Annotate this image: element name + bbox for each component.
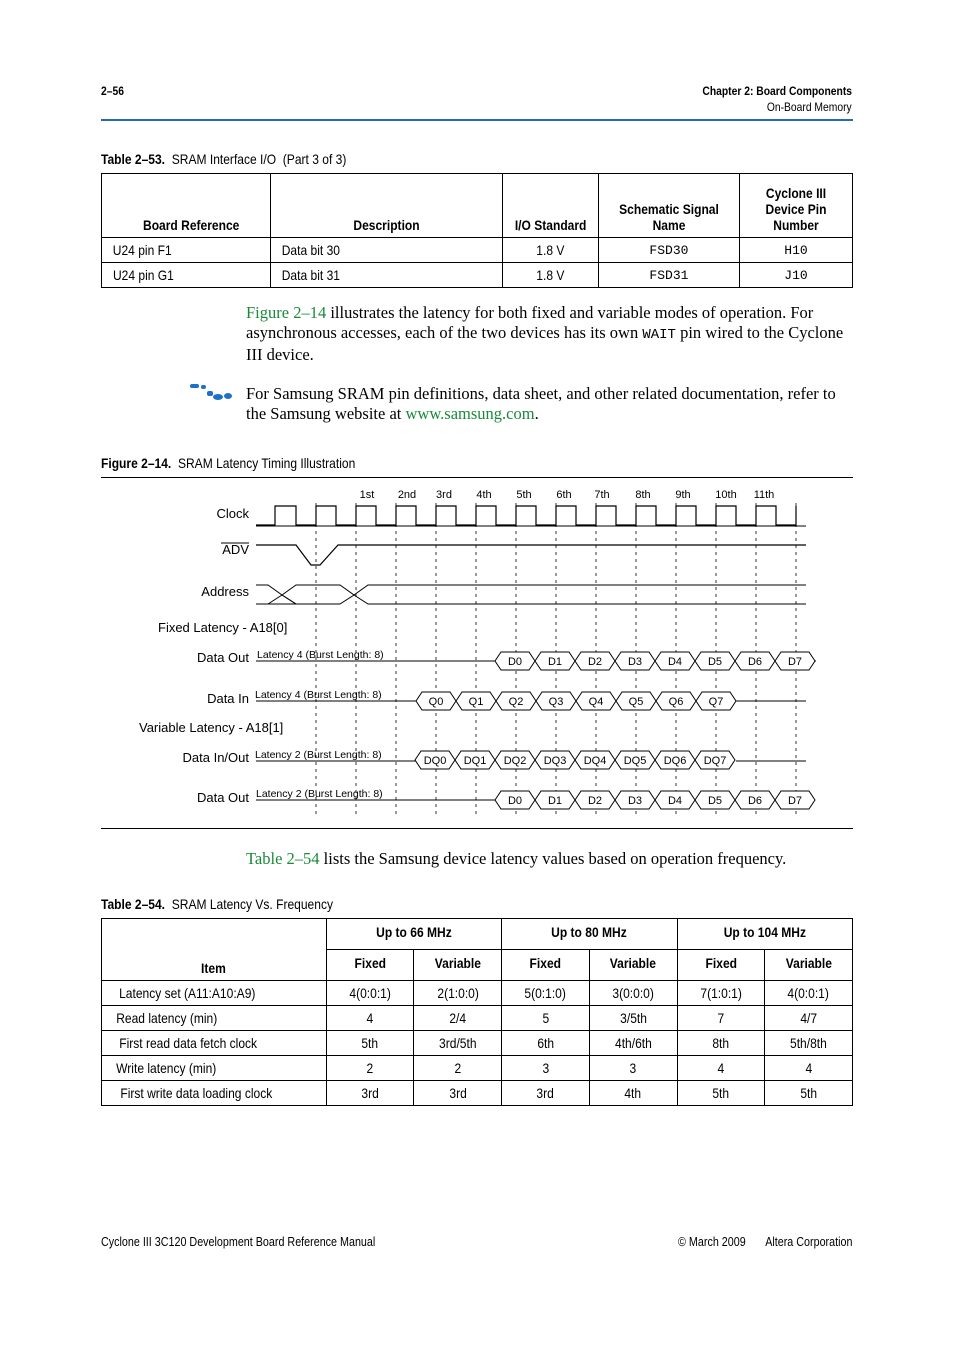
bus-label: D7 xyxy=(787,795,803,807)
table-ref-paragraph xyxy=(246,849,852,869)
table-cell: 2 xyxy=(326,1056,414,1081)
bus-label: D2 xyxy=(587,656,603,668)
bus-label: D1 xyxy=(547,656,563,668)
table54-caption-label: Table 2–54. xyxy=(101,896,166,912)
table-cell: 2(1:0:0) xyxy=(414,981,502,1006)
clock-number: 9th xyxy=(675,489,691,501)
fixed-data-in-bus xyxy=(416,692,736,710)
table-cell: Write latency (min) xyxy=(102,1056,327,1081)
header-rule xyxy=(101,119,853,121)
table54-group-row xyxy=(102,919,853,950)
table53-header-row xyxy=(102,174,853,238)
bus-label: Q7 xyxy=(708,696,724,708)
table-cell: 4th xyxy=(589,1081,677,1106)
table-cell: FSD30 xyxy=(598,238,739,263)
table-row xyxy=(102,263,853,288)
table-row xyxy=(102,1081,853,1106)
latency-paragraph xyxy=(246,303,856,365)
adv-waveform xyxy=(256,545,806,565)
data-out-label: Data Out xyxy=(196,650,249,665)
bus-label: DQ2 xyxy=(503,755,527,767)
bus-label: D2 xyxy=(587,795,603,807)
table-cell: 1.8 V xyxy=(502,238,598,263)
bus-label: D4 xyxy=(667,795,683,807)
variable-data-out-bus xyxy=(495,791,815,809)
table-cell: 4 xyxy=(765,1056,853,1081)
table54-caption-title: SRAM Latency Vs. Frequency xyxy=(171,896,333,912)
table-cell: 5th xyxy=(765,1081,853,1106)
table53-caption-part: (Part 3 of 3) xyxy=(282,151,347,167)
table-row xyxy=(102,981,853,1006)
bus-label: Q5 xyxy=(628,696,644,708)
table-cell: 3/5th xyxy=(589,1006,677,1031)
bus-label: D6 xyxy=(747,795,763,807)
bus-label: DQ1 xyxy=(463,755,487,767)
table-cell: 4 xyxy=(326,1006,414,1031)
table-cell: 3(0:0:0) xyxy=(589,981,677,1006)
bus-label: D1 xyxy=(547,795,563,807)
table-cell: 5 xyxy=(502,1006,590,1031)
clock-number-labels xyxy=(360,489,775,501)
bus-label: D0 xyxy=(507,656,523,668)
bus-label: DQ0 xyxy=(423,755,447,767)
bus-label: DQ4 xyxy=(583,755,607,767)
clock-number: 3rd xyxy=(436,489,452,501)
table54-item-header: Item xyxy=(102,919,327,981)
adv-label: ADV xyxy=(222,542,249,557)
table-cell: 2 xyxy=(414,1056,502,1081)
figure-bottom-rule xyxy=(101,828,853,829)
table54-group-header: Up to 104 MHz xyxy=(677,919,852,950)
table-cell: FSD31 xyxy=(598,263,739,288)
table-cell: 3rd/5th xyxy=(414,1031,502,1056)
address-waveform xyxy=(282,585,806,604)
table-cell: 5th xyxy=(677,1081,765,1106)
table54-subheader: Fixed xyxy=(677,950,765,981)
table-cell: J10 xyxy=(739,263,852,288)
clock-number: 11th xyxy=(753,489,775,501)
table-cell: 3 xyxy=(502,1056,590,1081)
table-cell: 4(0:0:1) xyxy=(326,981,414,1006)
footer-company: Altera Corporation xyxy=(764,1235,852,1249)
clock-number: 10th xyxy=(715,489,737,501)
table-row xyxy=(102,238,853,263)
table-row xyxy=(102,1031,853,1056)
table-cell: 4(0:0:1) xyxy=(765,981,853,1006)
table54 xyxy=(101,918,853,1106)
table53-caption-label: Table 2–53. xyxy=(101,151,166,167)
clock-number: 5th xyxy=(516,489,532,501)
bus-label: DQ5 xyxy=(623,755,647,767)
clock-waveform xyxy=(256,506,796,525)
table54-body xyxy=(102,981,853,1106)
figure-caption xyxy=(101,455,355,471)
bus-label: Q3 xyxy=(548,696,564,708)
table54-group-header: Up to 66 MHz xyxy=(326,919,501,950)
bus-label: D3 xyxy=(627,656,643,668)
bus-label: D5 xyxy=(707,795,723,807)
variable-data-inout-bus xyxy=(415,751,735,769)
data-inout-label: Data In/Out xyxy=(182,750,249,765)
table53-caption-title: SRAM Interface I/O xyxy=(171,151,277,167)
table53 xyxy=(101,173,853,288)
clock-number: 2nd xyxy=(397,489,417,501)
table53-header: Board Reference xyxy=(102,174,271,238)
table-cell: 3rd xyxy=(414,1081,502,1106)
table54-group-header: Up to 80 MHz xyxy=(502,919,677,950)
table-cell: Latency set (A11:A10:A9) xyxy=(102,981,327,1006)
table53-header: I/O Standard xyxy=(502,174,598,238)
note-text: For Samsung SRAM pin definitions, data sheet, and other related documentation, refer to the Samsung website at xyxy=(246,384,836,423)
table-cell: 3 xyxy=(589,1056,677,1081)
bus-label: Q2 xyxy=(508,696,524,708)
table-cell: Read latency (min) xyxy=(102,1006,327,1031)
bus-label: D4 xyxy=(667,656,683,668)
data-in-label: Data In xyxy=(207,691,249,706)
table-cell: Data bit 30 xyxy=(270,238,502,263)
footer-manual-title: Cyclone III 3C120 Development Board Reference Manual xyxy=(101,1235,376,1249)
table-cell: 6th xyxy=(502,1031,590,1056)
figure-caption-title: SRAM Latency Timing Illustration xyxy=(177,455,356,471)
latency-note: Latency 4 (Burst Length: 8) xyxy=(255,689,382,701)
table54-subheader: Variable xyxy=(589,950,677,981)
table-row xyxy=(102,1056,853,1081)
bus-label: D3 xyxy=(627,795,643,807)
table54-subheader: Fixed xyxy=(326,950,414,981)
clock-number: 4th xyxy=(476,489,492,501)
table54-subheader: Variable xyxy=(765,950,853,981)
bus-label: DQ7 xyxy=(703,755,727,767)
paragraph-text: pin wired to the Cyclone III device. xyxy=(246,323,844,364)
table-cell: 7 xyxy=(677,1006,765,1031)
table-cell: H10 xyxy=(739,238,852,263)
bus-label: D6 xyxy=(747,656,763,668)
figure-link[interactable]: Figure 2–14 xyxy=(246,303,327,322)
note-end: . xyxy=(534,404,539,423)
bus-label: Q1 xyxy=(468,696,484,708)
clock-number: 6th xyxy=(556,489,572,501)
fixed-data-out-bus xyxy=(495,652,815,670)
variable-latency-label: Variable Latency - A18[1] xyxy=(139,720,284,735)
bus-label: D5 xyxy=(707,656,723,668)
table53-header: Cyclone III Device Pin Number xyxy=(739,174,852,238)
section-title: On-Board Memory xyxy=(767,100,852,114)
table-cell: 3rd xyxy=(502,1081,590,1106)
latency-note: Latency 2 (Burst Length: 8) xyxy=(255,749,382,761)
paragraph-text: illustrates the latency for both fixed and variable modes of operation. For asynchronous accesses, each of the two devices has its own xyxy=(246,303,814,342)
table-cell: 5th xyxy=(326,1031,414,1056)
table-cell: First read data fetch clock xyxy=(102,1031,327,1056)
clock-number: 7th xyxy=(594,489,610,501)
figure-top-rule xyxy=(101,477,853,478)
clock-label: Clock xyxy=(216,506,249,521)
table53-header: Schematic Signal Name xyxy=(598,174,739,238)
table-cell: 8th xyxy=(677,1031,765,1056)
note-paragraph xyxy=(246,384,852,424)
reference-icon xyxy=(188,383,234,403)
latency-note: Latency 4 (Burst Length: 8) xyxy=(257,649,384,661)
table-cell: U24 pin G1 xyxy=(102,263,271,288)
clock-number: 1st xyxy=(359,489,375,501)
samsung-link[interactable]: www.samsung.com xyxy=(405,404,535,423)
timing-diagram xyxy=(0,480,954,826)
latency-note: Latency 2 (Burst Length: 8) xyxy=(256,788,383,800)
clock-number: 8th xyxy=(635,489,651,501)
wait-pin-code: WAIT xyxy=(642,327,676,343)
table-cell: 4th/6th xyxy=(589,1031,677,1056)
table54-caption xyxy=(101,896,333,912)
table-link[interactable]: Table 2–54 xyxy=(246,849,320,868)
table-cell: U24 pin F1 xyxy=(102,238,271,263)
table-cell: First write data loading clock xyxy=(102,1081,327,1106)
table54-subheader: Fixed xyxy=(502,950,590,981)
table-row xyxy=(102,1006,853,1031)
address-waveform-start xyxy=(256,585,296,604)
table-cell: 1.8 V xyxy=(502,263,598,288)
table-cell: 4/7 xyxy=(765,1006,853,1031)
footer-date: © March 2009 xyxy=(678,1235,746,1249)
table-cell: 5th/8th xyxy=(765,1031,853,1056)
bus-label: Q0 xyxy=(428,696,444,708)
chapter-title: Chapter 2: Board Components xyxy=(702,84,852,98)
figure-caption-label: Figure 2–14. xyxy=(101,455,172,471)
bus-label: D0 xyxy=(507,795,523,807)
bus-label: DQ6 xyxy=(663,755,687,767)
table53-caption xyxy=(101,151,346,167)
data-out2-label: Data Out xyxy=(196,790,249,805)
table-cell: 5(0:1:0) xyxy=(502,981,590,1006)
table-cell: 3rd xyxy=(326,1081,414,1106)
table-cell: 7(1:0:1) xyxy=(677,981,765,1006)
table53-header: Description xyxy=(270,174,502,238)
fixed-latency-label: Fixed Latency - A18[0] xyxy=(158,620,288,635)
table-cell: 4 xyxy=(677,1056,765,1081)
bus-label: DQ3 xyxy=(543,755,567,767)
page-number: 2–56 xyxy=(101,84,124,98)
table54-subheader: Variable xyxy=(414,950,502,981)
bus-label: Q6 xyxy=(668,696,684,708)
table-cell: 2/4 xyxy=(414,1006,502,1031)
bus-label: D7 xyxy=(787,656,803,668)
bus-label: Q4 xyxy=(588,696,604,708)
address-label: Address xyxy=(201,584,249,599)
table-cell: Data bit 31 xyxy=(270,263,502,288)
paragraph-text: lists the Samsung device latency values based on operation frequency. xyxy=(319,849,787,868)
